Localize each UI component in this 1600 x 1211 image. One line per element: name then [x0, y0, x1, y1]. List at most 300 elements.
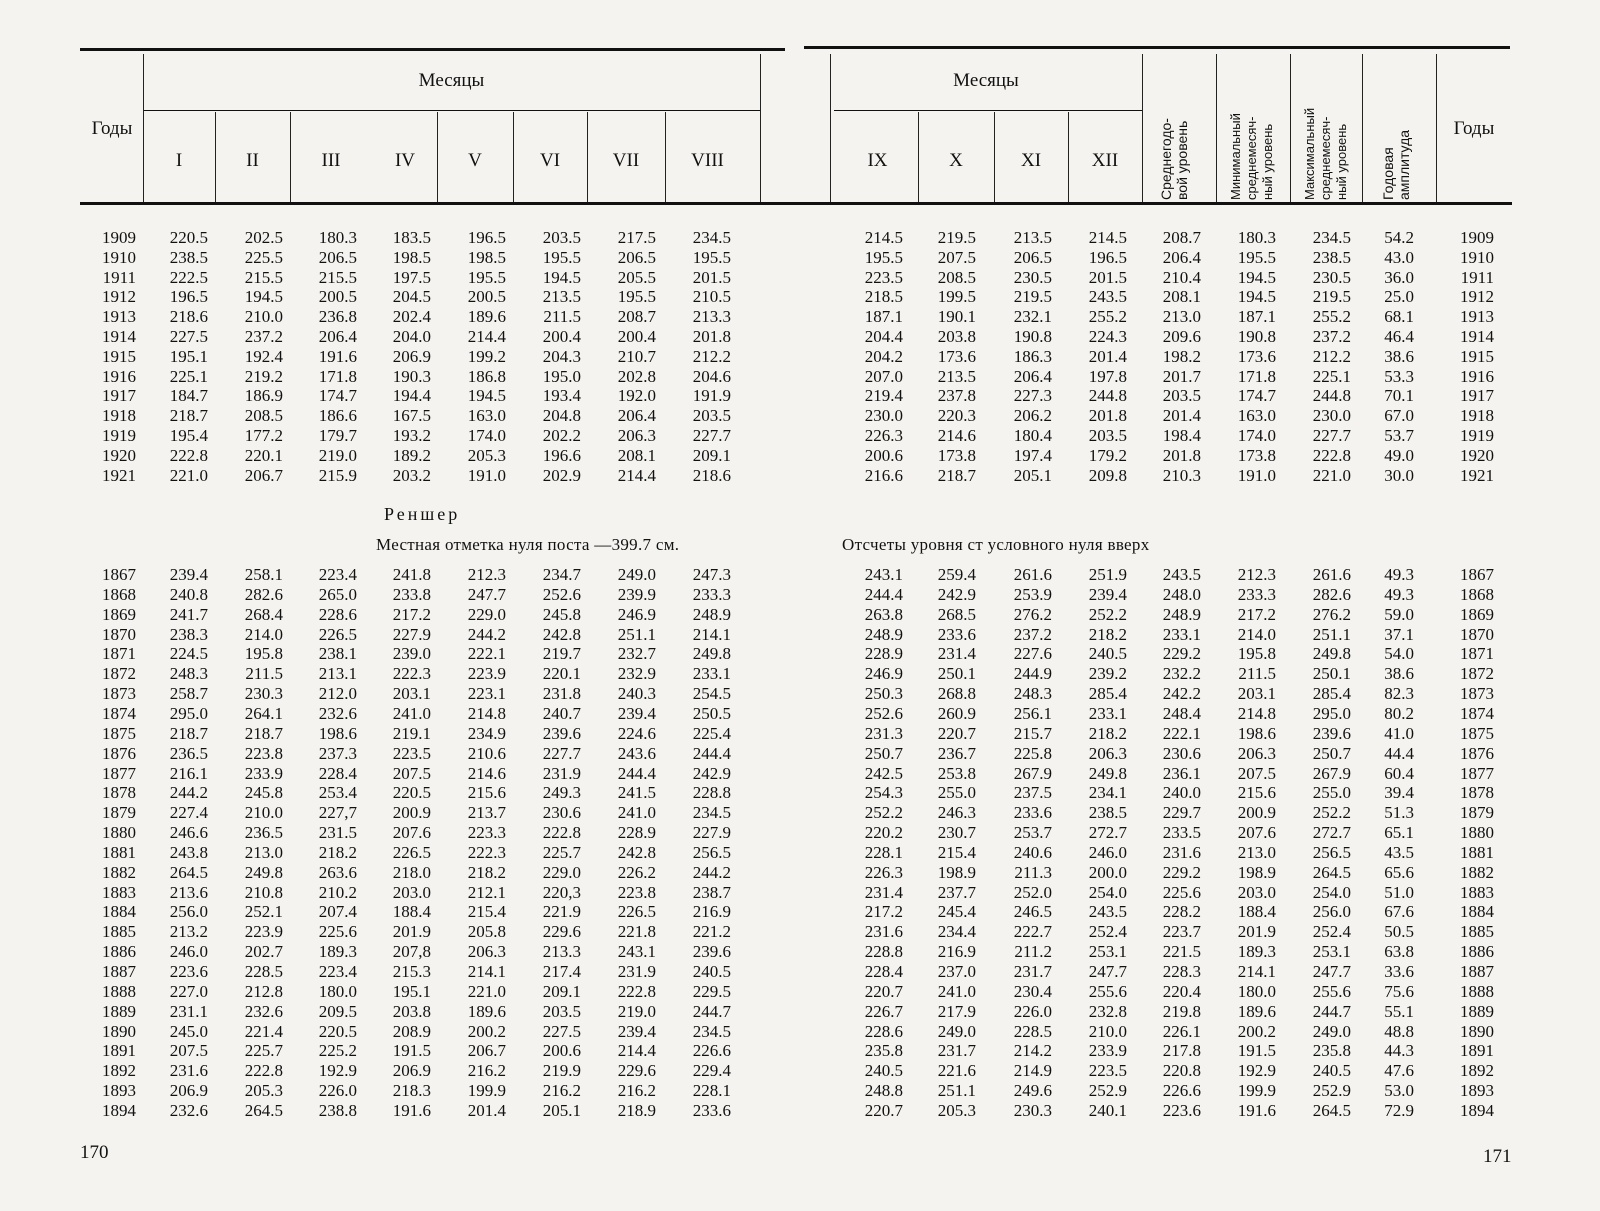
cell-m-X: 215.4 [937, 842, 976, 862]
cell-mean-level: 208.7 [1162, 228, 1201, 247]
cell-m-VI: 202.2 [542, 426, 581, 445]
cell-m-VI: 231.8 [542, 684, 581, 704]
table-row [0, 883, 1600, 903]
cell-max-level: 256.0 [1312, 902, 1351, 922]
cell-m-III: 212.0 [318, 684, 357, 704]
cell-m-IX: 204.4 [864, 327, 903, 346]
cell-m-V: 221.0 [467, 981, 506, 1001]
cell-m-II: 212.8 [244, 981, 283, 1001]
cell-m-V: 214.6 [467, 763, 506, 783]
cell-m-IV: 197.5 [392, 267, 431, 287]
cell-year: 1909 [102, 228, 136, 247]
cell-m-V: 174.0 [467, 426, 506, 445]
cell-m-VI: 225.7 [542, 842, 581, 862]
cell-m-XII: 196.5 [1088, 247, 1127, 267]
month-label-XI: XI [1020, 150, 1042, 171]
cell-m-I: 246.6 [169, 823, 208, 843]
cell-m-XII: 252.4 [1088, 922, 1127, 942]
cell-min-level: 207.6 [1237, 823, 1276, 843]
table-row [0, 942, 1600, 962]
cell-year-right: 1909 [1460, 228, 1494, 247]
cell-amplitude: 53.0 [1384, 1081, 1414, 1101]
cell-m-XII: 179.2 [1088, 445, 1127, 465]
cell-m-V: 194.5 [467, 386, 506, 406]
cell-m-III: 225.6 [318, 922, 357, 942]
cell-m-III: 223.4 [318, 565, 357, 584]
table-row [0, 902, 1600, 922]
cell-year-right: 1894 [1460, 1100, 1494, 1120]
cell-year-right: 1884 [1460, 902, 1494, 922]
cell-m-VI: 242.8 [542, 624, 581, 644]
cell-min-level: 195.8 [1237, 644, 1276, 664]
cell-max-level: 264.5 [1312, 862, 1351, 882]
cell-m-XII: 203.5 [1088, 426, 1127, 445]
cell-mean-level: 243.5 [1162, 565, 1201, 584]
cell-min-level: 191.6 [1237, 1100, 1276, 1120]
cell-min-level: 174.7 [1237, 386, 1276, 406]
cell-min-level: 211.5 [1238, 664, 1276, 684]
table-row [0, 1022, 1600, 1042]
cell-m-III: 225.2 [318, 1041, 357, 1061]
cell-m-VIII: 216.9 [692, 902, 731, 922]
cell-m-VII: 208.1 [617, 445, 656, 465]
cell-m-I: 223.6 [169, 962, 208, 981]
cell-min-level: 214.1 [1237, 962, 1276, 981]
cell-m-II: 228.5 [244, 962, 283, 981]
cell-year: 1887 [102, 962, 136, 981]
cell-m-VII: 216.2 [617, 1081, 656, 1101]
cell-m-X: 190.1 [937, 307, 976, 327]
cell-m-X: 236.7 [937, 743, 976, 763]
cell-m-XI: 227.6 [1013, 644, 1052, 664]
cell-m-V: 195.5 [467, 267, 506, 287]
cell-mean-level: 203.5 [1162, 386, 1201, 406]
cell-year-right: 1882 [1460, 862, 1494, 882]
cell-m-IV: 203.1 [392, 684, 431, 704]
cell-m-VIII: 227.7 [692, 426, 731, 445]
cell-m-VI: 195.0 [542, 366, 581, 386]
cell-m-IV: 203.2 [392, 465, 431, 485]
cell-year: 1914 [102, 327, 136, 346]
cell-m-IV: 189.2 [392, 445, 431, 465]
cell-year: 1892 [102, 1061, 136, 1081]
cell-m-II: 215.5 [244, 267, 283, 287]
cell-min-level: 173.6 [1237, 346, 1276, 366]
cell-m-X: 214.6 [937, 426, 976, 445]
cell-min-level: 213.0 [1237, 842, 1276, 862]
cell-max-level: 267.9 [1312, 763, 1351, 783]
cell-m-III: 191.6 [318, 346, 357, 366]
cell-m-XII: 233.9 [1088, 1041, 1127, 1061]
cell-max-level: 244.8 [1312, 386, 1351, 406]
table-row [0, 386, 1600, 406]
cell-m-VI: 209.1 [542, 981, 581, 1001]
cell-m-X: 255.0 [937, 783, 976, 803]
cell-m-XI: 246.5 [1013, 902, 1052, 922]
cell-m-IX: 216.6 [864, 465, 903, 485]
cell-m-VII: 239.4 [617, 703, 656, 723]
reading-note: Отсчеты уровня ст условного нуля вверх [842, 535, 1150, 554]
cell-m-X: 246.3 [937, 803, 976, 823]
max-level-header: Максимальный среднемесяч- ный уровень [1302, 107, 1349, 200]
cell-m-X: 233.6 [937, 624, 976, 644]
station-title: Реншер [384, 504, 461, 524]
cell-m-V: 189.6 [467, 307, 506, 327]
cell-min-level: 189.6 [1237, 1001, 1276, 1021]
cell-year: 1881 [102, 842, 136, 862]
cell-m-III: 207.4 [318, 902, 357, 922]
cell-year: 1875 [102, 723, 136, 743]
cell-amplitude: 44.4 [1384, 743, 1414, 763]
cell-m-V: 212.1 [467, 882, 506, 902]
cell-m-V: 163.0 [467, 406, 506, 426]
cell-min-level: 215.6 [1237, 783, 1276, 803]
cell-m-III: 237.3 [318, 743, 357, 763]
table-row [0, 1101, 1600, 1121]
cell-year-right: 1913 [1460, 307, 1494, 327]
cell-max-level: 234.5 [1312, 228, 1351, 247]
cell-m-IV: 233.8 [392, 584, 431, 604]
cell-amplitude: 37.1 [1384, 624, 1414, 644]
cell-min-level: 214.0 [1237, 624, 1276, 644]
table-row [0, 605, 1600, 625]
cell-year-right: 1918 [1460, 406, 1494, 426]
cell-max-level: 254.0 [1312, 882, 1351, 902]
cell-m-III: 189.3 [318, 942, 357, 962]
cell-m-II: 218.7 [244, 723, 283, 743]
cell-mean-level: 220.8 [1162, 1061, 1201, 1081]
cell-m-I: 196.5 [169, 287, 208, 307]
cell-m-XI: 186.3 [1013, 346, 1052, 366]
cell-m-II: 202.5 [244, 228, 283, 247]
table-row [0, 287, 1600, 307]
cell-max-level: 252.2 [1312, 803, 1351, 823]
cell-m-III: 238.1 [318, 644, 357, 664]
cell-m-VIII: 244.4 [692, 743, 731, 763]
table-row [0, 1081, 1600, 1101]
cell-mean-level: 217.8 [1162, 1041, 1201, 1061]
cell-m-III: 179.7 [318, 426, 357, 445]
cell-m-VIII: 239.6 [692, 942, 731, 962]
cell-m-VIII: 229.4 [692, 1061, 731, 1081]
cell-m-V: 223.3 [467, 823, 506, 843]
cell-m-VIII: 212.2 [692, 346, 731, 366]
table-row [0, 347, 1600, 367]
cell-year-right: 1887 [1460, 962, 1494, 981]
cell-m-I: 207.5 [169, 1041, 208, 1061]
cell-m-XII: 255.2 [1088, 307, 1127, 327]
cell-m-IV: 215.3 [392, 962, 431, 981]
cell-year: 1879 [102, 803, 136, 823]
cell-m-III: 180.0 [318, 981, 357, 1001]
cell-m-V: 214.8 [467, 703, 506, 723]
cell-m-I: 238.5 [169, 247, 208, 267]
cell-amplitude: 38.6 [1384, 664, 1414, 684]
cell-m-XI: 226.0 [1013, 1001, 1052, 1021]
cell-m-VIII: 221.2 [692, 922, 731, 942]
cell-m-VII: 226.5 [617, 902, 656, 922]
cell-m-XII: 252.9 [1088, 1081, 1127, 1101]
cell-m-I: 218.7 [169, 406, 208, 426]
cell-year-right: 1917 [1460, 386, 1494, 406]
cell-year: 1912 [102, 287, 136, 307]
cell-m-II: 282.6 [244, 584, 283, 604]
cell-m-IV: 241.0 [392, 703, 431, 723]
cell-amplitude: 47.6 [1384, 1061, 1414, 1081]
cell-m-V: 198.5 [467, 247, 506, 267]
col-divider [290, 112, 291, 202]
header-top-rule [804, 46, 1510, 49]
cell-mean-level: 198.2 [1162, 346, 1201, 366]
cell-m-V: 186.8 [467, 366, 506, 386]
cell-m-XII: 247.7 [1088, 962, 1127, 981]
cell-year: 1884 [102, 902, 136, 922]
cell-max-level: 244.7 [1312, 1001, 1351, 1021]
cell-year: 1910 [102, 247, 136, 267]
cell-m-V: 216.2 [467, 1061, 506, 1081]
cell-m-II: 264.1 [244, 703, 283, 723]
table-row [0, 228, 1600, 248]
cell-m-XII: 238.5 [1088, 803, 1127, 823]
cell-m-IX: 214.5 [864, 228, 903, 247]
cell-m-XI: 240.6 [1013, 842, 1052, 862]
cell-m-XI: 206.4 [1013, 366, 1052, 386]
cell-m-IX: 243.1 [864, 565, 903, 584]
cell-m-VIII: 244.2 [692, 862, 731, 882]
cell-m-VII: 243.6 [617, 743, 656, 763]
cell-m-X: 217.9 [937, 1001, 976, 1021]
cell-m-XI: 233.6 [1013, 803, 1052, 823]
cell-m-VIII: 234.5 [692, 228, 731, 247]
cell-amplitude: 43.0 [1384, 247, 1414, 267]
col-divider [1290, 54, 1291, 202]
cell-m-XII: 197.8 [1088, 366, 1127, 386]
cell-m-VI: 219.7 [542, 644, 581, 664]
cell-m-XII: 243.5 [1088, 902, 1127, 922]
cell-m-III: 220.5 [318, 1021, 357, 1041]
cell-m-II: 230.3 [244, 684, 283, 704]
cell-m-VII: 221.8 [617, 922, 656, 942]
cell-m-XII: 201.5 [1088, 267, 1127, 287]
cell-amplitude: 67.6 [1384, 902, 1414, 922]
cell-m-VII: 219.0 [617, 1001, 656, 1021]
cell-m-III: 180.3 [318, 228, 357, 247]
years-header: Годы [91, 118, 133, 139]
cell-m-XI: 206.5 [1013, 247, 1052, 267]
cell-year-right: 1914 [1460, 327, 1494, 346]
cell-amplitude: 65.6 [1384, 862, 1414, 882]
cell-m-XII: 240.1 [1088, 1100, 1127, 1120]
cell-year-right: 1883 [1460, 882, 1494, 902]
table-row [0, 406, 1600, 426]
cell-m-IV: 218.0 [392, 862, 431, 882]
cell-m-VII: 246.9 [617, 604, 656, 624]
cell-m-IV: 193.2 [392, 426, 431, 445]
cell-m-II: 186.9 [244, 386, 283, 406]
cell-m-VII: 232.7 [617, 644, 656, 664]
cell-min-level: 200.2 [1237, 1021, 1276, 1041]
cell-max-level: 295.0 [1312, 703, 1351, 723]
cell-m-VI: 204.3 [542, 346, 581, 366]
cell-m-VIII: 214.1 [692, 624, 731, 644]
cell-max-level: 219.5 [1312, 287, 1351, 307]
cell-amplitude: 38.6 [1384, 346, 1414, 366]
cell-m-IV: 202.4 [392, 307, 431, 327]
cell-m-XII: 244.8 [1088, 386, 1127, 406]
col-divider [1216, 54, 1217, 202]
cell-year: 1870 [102, 624, 136, 644]
cell-m-X: 259.4 [937, 565, 976, 584]
cell-m-VIII: 229.5 [692, 981, 731, 1001]
table-row [0, 426, 1600, 446]
cell-m-V: 215.6 [467, 783, 506, 803]
cell-m-VII: 229.6 [617, 1061, 656, 1081]
cell-m-VII: 251.1 [617, 624, 656, 644]
cell-m-XII: 218.2 [1088, 723, 1127, 743]
cell-m-VII: 244.4 [617, 763, 656, 783]
cell-m-II: 225.7 [244, 1041, 283, 1061]
month-label-V: V [468, 150, 482, 171]
cell-mean-level: 201.4 [1162, 406, 1201, 426]
cell-m-VI: 211.5 [543, 307, 581, 327]
cell-mean-level: 248.0 [1162, 584, 1201, 604]
cell-year-right: 1915 [1460, 346, 1494, 366]
cell-m-V: 205.8 [467, 922, 506, 942]
cell-m-VIII: 228.1 [692, 1081, 731, 1101]
cell-min-level: 206.3 [1237, 743, 1276, 763]
cell-year: 1868 [102, 584, 136, 604]
cell-m-V: 206.3 [467, 942, 506, 962]
months-underline [834, 110, 1142, 111]
cell-min-level: 201.9 [1237, 922, 1276, 942]
cell-m-IX: 204.2 [864, 346, 903, 366]
table-row [0, 863, 1600, 883]
cell-mean-level: 221.5 [1162, 942, 1201, 962]
header-bottom-rule [800, 202, 1512, 205]
cell-amplitude: 43.5 [1384, 842, 1414, 862]
table-row [0, 1002, 1600, 1022]
cell-m-X: 220.7 [937, 723, 976, 743]
table-row [0, 843, 1600, 863]
cell-min-level: 171.8 [1237, 366, 1276, 386]
cell-m-XII: 233.1 [1088, 703, 1127, 723]
cell-amplitude: 46.4 [1384, 327, 1414, 346]
cell-m-XII: 246.0 [1088, 842, 1127, 862]
cell-max-level: 252.9 [1312, 1081, 1351, 1101]
cell-m-III: 226.5 [318, 624, 357, 644]
cell-m-X: 173.8 [937, 445, 976, 465]
cell-m-IV: 204.5 [392, 287, 431, 307]
cell-amplitude: 67.0 [1384, 406, 1414, 426]
cell-mean-level: 222.1 [1162, 723, 1201, 743]
cell-m-I: 240.8 [169, 584, 208, 604]
cell-year-right: 1869 [1460, 604, 1494, 624]
cell-m-X: 216.9 [937, 942, 976, 962]
cell-m-III: 227,7 [318, 803, 357, 823]
cell-m-VII: 224.6 [617, 723, 656, 743]
cell-m-I: 231.1 [169, 1001, 208, 1021]
cell-m-VI: 227.5 [542, 1021, 581, 1041]
cell-m-IV: 188.4 [392, 902, 431, 922]
cell-mean-level: 226.6 [1162, 1081, 1201, 1101]
cell-min-level: 207.5 [1237, 763, 1276, 783]
cell-m-XI: 228.5 [1013, 1021, 1052, 1041]
cell-m-II: 206.7 [244, 465, 283, 485]
cell-m-III: 226.0 [318, 1081, 357, 1101]
cell-m-VII: 195.5 [617, 287, 656, 307]
col-divider [1142, 54, 1143, 202]
cell-amplitude: 53.3 [1384, 366, 1414, 386]
cell-m-II: 237.2 [244, 327, 283, 346]
cell-m-I: 236.5 [169, 743, 208, 763]
month-label-IV: IV [394, 150, 416, 171]
cell-m-X: 253.8 [937, 763, 976, 783]
cell-m-IX: 231.6 [864, 922, 903, 942]
cell-mean-level: 231.6 [1162, 842, 1201, 862]
cell-min-level: 203.0 [1237, 882, 1276, 902]
cell-m-VI: 200.6 [542, 1041, 581, 1061]
cell-m-VIII: 238.7 [692, 882, 731, 902]
table-row [0, 1041, 1600, 1061]
cell-year-right: 1871 [1460, 644, 1494, 664]
cell-year-right: 1912 [1460, 287, 1494, 307]
table-row [0, 783, 1600, 803]
cell-m-VI: 195.5 [542, 247, 581, 267]
cell-mean-level: 210.3 [1162, 465, 1201, 485]
cell-max-level: 249.0 [1312, 1021, 1351, 1041]
cell-m-IX: 207.0 [864, 366, 903, 386]
cell-min-level: 194.5 [1237, 287, 1276, 307]
cell-amplitude: 49.3 [1384, 565, 1414, 584]
cell-amplitude: 70.1 [1384, 386, 1414, 406]
header-bottom-rule [80, 202, 800, 205]
cell-m-VII: 223.8 [617, 882, 656, 902]
cell-m-I: 213.2 [169, 922, 208, 942]
cell-m-III: 174.7 [318, 386, 357, 406]
cell-m-X: 245.4 [937, 902, 976, 922]
cell-year: 1918 [102, 406, 136, 426]
cell-m-IV: 220.5 [392, 783, 431, 803]
cell-mean-level: 248.4 [1162, 703, 1201, 723]
cell-amplitude: 36.0 [1384, 267, 1414, 287]
cell-max-level: 276.2 [1312, 604, 1351, 624]
cell-m-IX: 228.1 [864, 842, 903, 862]
cell-m-X: 218.7 [937, 465, 976, 485]
cell-m-III: 192.9 [318, 1061, 357, 1081]
month-label-II: II [246, 150, 259, 171]
cell-m-XI: 197.4 [1013, 445, 1052, 465]
cell-m-VII: 241.0 [617, 803, 656, 823]
cell-m-V: 218.2 [467, 862, 506, 882]
cell-m-VI: 222.8 [542, 823, 581, 843]
cell-mean-level: 225.6 [1162, 882, 1201, 902]
cell-m-VI: 221.9 [542, 902, 581, 922]
cell-m-II: 223.9 [244, 922, 283, 942]
table-row [0, 684, 1600, 704]
cell-m-VII: 210.7 [617, 346, 656, 366]
cell-amplitude: 59.0 [1384, 604, 1414, 624]
cell-m-VI: 230.6 [542, 803, 581, 823]
cell-m-IX: 220.7 [864, 1100, 903, 1120]
cell-mean-level: 210.4 [1162, 267, 1201, 287]
cell-year: 1867 [102, 565, 136, 584]
cell-m-VIII: 204.6 [692, 366, 731, 386]
cell-m-VI: 227.7 [542, 743, 581, 763]
cell-m-IX: 252.6 [864, 703, 903, 723]
cell-m-III: 215.5 [318, 267, 357, 287]
cell-max-level: 250.1 [1312, 664, 1351, 684]
cell-year-right: 1879 [1460, 803, 1494, 823]
